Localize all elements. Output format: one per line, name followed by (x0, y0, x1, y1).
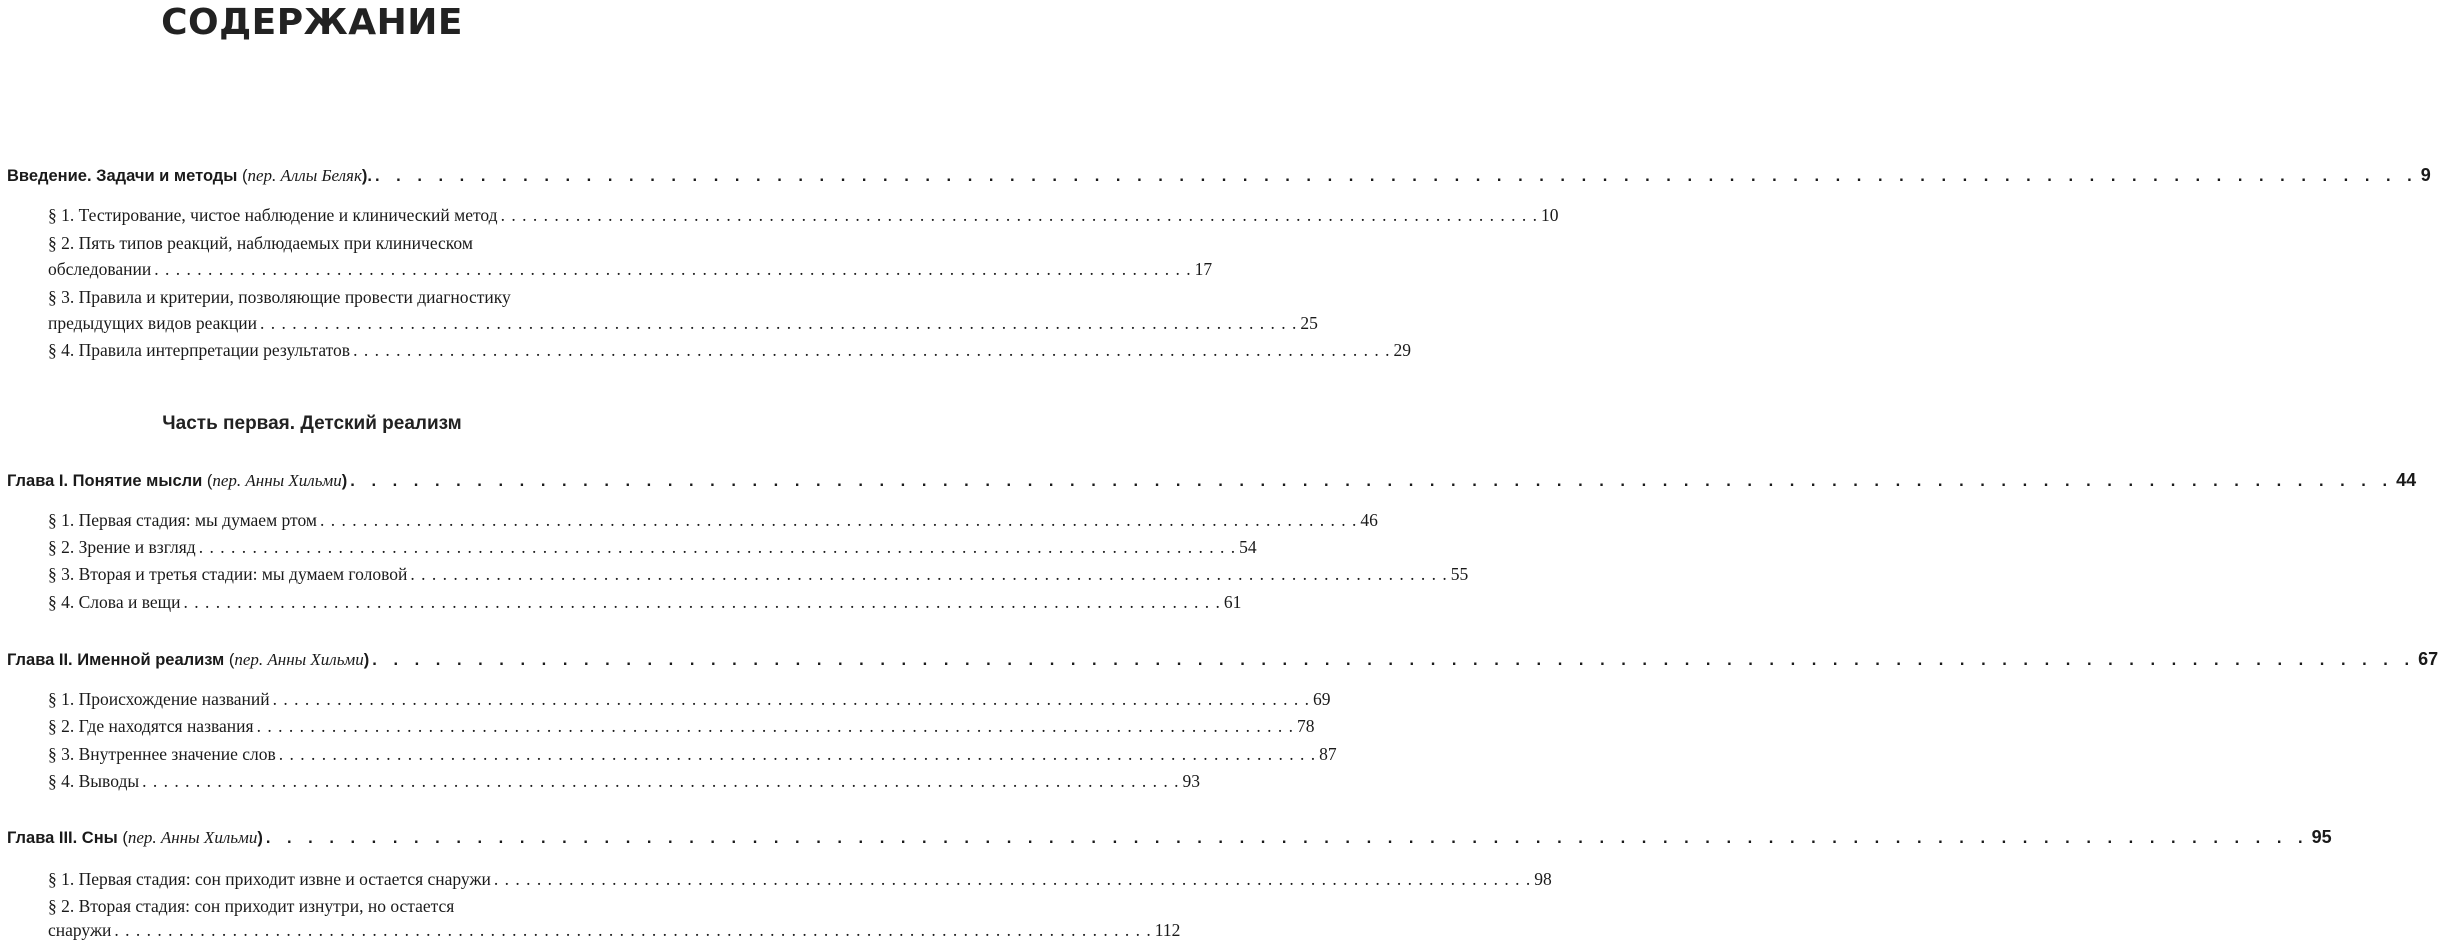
page-number: 61 (1223, 592, 1242, 612)
toc-section[interactable] (48, 313, 1318, 339)
paren-open: ( (241, 167, 248, 185)
dot-leader: . . . . . . . . . . . . . . . . . . . . . . . . . . . . . . . . . . . . . . . . . . . . . . . . . . . . . . . . . . . . . . . . . . . . . . . . . . . . . . . . . . . . . . . . . . . . . . . . . (183, 592, 1221, 612)
section-label-line1[interactable]: § 2. Пять типов реакций, наблюдаемых при клиническом (48, 233, 473, 253)
dot-leader: . . . . . . . . . . . . . . . . . . . . . . . . . . . . . . . . . . . . . . . . . . . . . . . . . . . . . . . . . . . . . . . . . . . . . . . . . . . . . . . . . . . . . . . . . . . . . . . . . (259, 313, 1298, 333)
dot-leader: . . . . . . . . . . . . . . . . . . . . . . . . . . . . . . . . . . . . . . . . . . . . . . . . . . . . . . . . . . . . . . . . . . . . . . . . . . . . . . . . . . . . . . . . . . . . . . . . . (198, 537, 1237, 557)
dot-leader: . . . . . . . . . . . . . . . . . . . . . . . . . . . . . . . . . . . . . . . . . . . . . . . . . . . . . . . . . . . . . . . . . . . . . . . . . . . . . . . . . . . . . . . . . . . . . . . . . (154, 259, 1192, 279)
dot-leader: . . . . . . . . . . . . . . . . . . . . . . . . . . . . . . . . . . . . . . . . . . . . . . . . . . . . . . . . . . . . . . . . . . . . . . . . . . . . . . . . . . . . . . . . . . . . . . . . . (350, 472, 2394, 490)
toc-section[interactable] (48, 869, 1552, 895)
paren-close: ) (257, 829, 263, 847)
translator: пер. Анны Хильми (212, 471, 342, 490)
page-number: 87 (1319, 744, 1337, 764)
section-label-line1[interactable]: § 2. Вторая стадия: сон приходит изнутри, но остается (48, 896, 455, 916)
toc-chapter-intro[interactable] (7, 165, 2431, 191)
paren-close: ) (363, 651, 370, 669)
dot-leader: . . . . . . . . . . . . . . . . . . . . . . . . . . . . . . . . . . . . . . . . . . . . . . . . . . . . . . . . . . . . . . . . . . . . . . . . . . . . . . . . . . . . . . . . . . . . . . . . . (265, 829, 2309, 847)
toc-chapter[interactable] (7, 470, 2417, 496)
part-title: Часть первая. Детский реализм (162, 413, 462, 434)
section-label: § 4. Правила интерпретации результатов (48, 340, 351, 360)
toc-section[interactable] (48, 564, 1469, 590)
dot-leader: . . . . . . . . . . . . . . . . . . . . . . . . . . . . . . . . . . . . . . . . . . . . . . . . . . . . . . . . . . . . . . . . . . . . . . . . . . . . . . . . . . . . . . . . . . . . . . . . . (375, 167, 2418, 185)
toc-section[interactable] (48, 716, 1315, 742)
translator: пер. Анны Хильми (234, 650, 364, 669)
section-label: § 1. Тестирование, чистое наблюдение и клинический метод (48, 205, 498, 225)
translator: пер. Анны Хильми (127, 828, 258, 847)
section-label: § 2. Где находятся названия (48, 716, 254, 736)
page-number: 69 (1313, 689, 1331, 709)
page-number: 10 (1540, 205, 1559, 225)
section-label: обследовании (48, 259, 152, 279)
dot-leader: . . . . . . . . . . . . . . . . . . . . . . . . . . . . . . . . . . . . . . . . . . . . . . . . . . . . . . . . . . . . . . . . . . . . . . . . . . . . . . . . . . . . . . . . . . . . . . . . . (278, 744, 1317, 764)
page-number: 78 (1296, 716, 1315, 736)
section-label: снаружи (48, 920, 112, 940)
section-label: § 4. Выводы (48, 771, 140, 791)
dot-leader: . . . . . . . . . . . . . . . . . . . . . . . . . . . . . . . . . . . . . . . . . . . . . . . . . . . . . . . . . . . . . . . . . . . . . . . . . . . . . . . . . . . . . . . . . . . . . . . . . (319, 510, 1358, 530)
section-label: § 1. Происхождение названий (48, 689, 270, 709)
toc-section[interactable] (48, 592, 1242, 618)
toc-chapter[interactable] (7, 827, 2332, 853)
page-number: 44 (2396, 470, 2417, 490)
chapter-label: Введение. Задачи и методы (7, 167, 238, 185)
page-title: СОДЕРЖАНИЕ (161, 2, 463, 43)
page-number: 29 (1393, 340, 1411, 360)
page-number: 9 (2420, 165, 2431, 185)
translator: пер. Аллы Беляк (247, 166, 362, 185)
section-label: § 3. Внутреннее значение слов (48, 744, 276, 764)
page-number: 98 (1534, 869, 1552, 889)
dot-leader: . . . . . . . . . . . . . . . . . . . . . . . . . . . . . . . . . . . . . . . . . . . . . . . . . . . . . . . . . . . . . . . . . . . . . . . . . . . . . . . . . . . . . . . . . . . . . . . . . (272, 689, 1311, 709)
page-number: 25 (1300, 313, 1318, 333)
dot-leader: . . . . . . . . . . . . . . . . . . . . . . . . . . . . . . . . . . . . . . . . . . . . . . . . . . . . . . . . . . . . . . . . . . . . . . . . . . . . . . . . . . . . . . . . . . . . . . . . . (493, 869, 1532, 889)
toc-section[interactable] (48, 744, 1337, 770)
dot-leader: . . . . . . . . . . . . . . . . . . . . . . . . . . . . . . . . . . . . . . . . . . . . . . . . . . . . . . . . . . . . . . . . . . . . . . . . . . . . . . . . . . . . . . . . . . . . . . . . . (410, 564, 1448, 584)
toc-section[interactable] (48, 537, 1257, 563)
page-number: 112 (1154, 920, 1181, 940)
paren-open: ( (228, 651, 235, 669)
page-number: 46 (1360, 510, 1378, 530)
chapter-label: Глава I. Понятие мысли (7, 472, 203, 490)
toc-section[interactable] (48, 510, 1378, 536)
toc-section[interactable] (48, 771, 1200, 797)
section-label: § 1. Первая стадия: мы думаем ртом (48, 510, 317, 530)
paren-close: ) (341, 472, 348, 490)
section-label: § 4. Слова и вещи (48, 592, 181, 612)
toc-section[interactable] (48, 259, 1213, 285)
dot-leader: . . . . . . . . . . . . . . . . . . . . . . . . . . . . . . . . . . . . . . . . . . . . . . . . . . . . . . . . . . . . . . . . . . . . . . . . . . . . . . . . . . . . . . . . . . . . . . . . . (114, 920, 1152, 940)
page-number: 67 (2418, 649, 2438, 669)
dot-leader: . . . . . . . . . . . . . . . . . . . . . . . . . . . . . . . . . . . . . . . . . . . . . . . . . . . . . . . . . . . . . . . . . . . . . . . . . . . . . . . . . . . . . . . . . . . . . . . . . (256, 716, 1294, 736)
section-label: предыдущих видов реакции (48, 313, 257, 333)
section-label: § 2. Зрение и взгляд (48, 537, 196, 557)
dot-leader: . . . . . . . . . . . . . . . . . . . . . . . . . . . . . . . . . . . . . . . . . . . . . . . . . . . . . . . . . . . . . . . . . . . . . . . . . . . . . . . . . . . . . . . . . . . . . . . . . (500, 205, 1538, 225)
section-label: § 3. Вторая и третья стадии: мы думаем головой (48, 564, 408, 584)
paren-close: ). (361, 167, 372, 185)
dot-leader: . . . . . . . . . . . . . . . . . . . . . . . . . . . . . . . . . . . . . . . . . . . . . . . . . . . . . . . . . . . . . . . . . . . . . . . . . . . . . . . . . . . . . . . . . . . . . . . . . (353, 340, 1391, 360)
paren-open: ( (206, 472, 213, 490)
section-label-line1[interactable]: § 3. Правила и критерии, позволяющие провести диагностику (48, 287, 511, 307)
toc-section[interactable] (48, 689, 1331, 715)
toc-section[interactable] (48, 920, 1181, 946)
section-label: § 1. Первая стадия: сон приходит извне и остается снаружи (48, 869, 491, 889)
page-number: 55 (1450, 564, 1469, 584)
chapter-label: Глава II. Именной реализм (7, 651, 225, 669)
paren-open: ( (122, 829, 128, 847)
dot-leader: . . . . . . . . . . . . . . . . . . . . . . . . . . . . . . . . . . . . . . . . . . . . . . . . . . . . . . . . . . . . . . . . . . . . . . . . . . . . . . . . . . . . . . . . . . . . . . . . . (142, 771, 1180, 791)
page-number: 17 (1194, 259, 1213, 279)
page-number: 54 (1239, 537, 1257, 557)
chapter-label: Глава III. Сны (7, 829, 118, 847)
page-number: 95 (2311, 827, 2332, 847)
toc-chapter[interactable] (7, 649, 2438, 675)
toc-section[interactable] (48, 205, 1559, 231)
dot-leader: . . . . . . . . . . . . . . . . . . . . . . . . . . . . . . . . . . . . . . . . . . . . . . . . . . . . . . . . . . . . . . . . . . . . . . . . . . . . . . . . . . . . . . . . . . . . . . . . . (372, 651, 2416, 669)
toc-section[interactable] (48, 340, 1411, 366)
page-number: 93 (1182, 771, 1200, 791)
